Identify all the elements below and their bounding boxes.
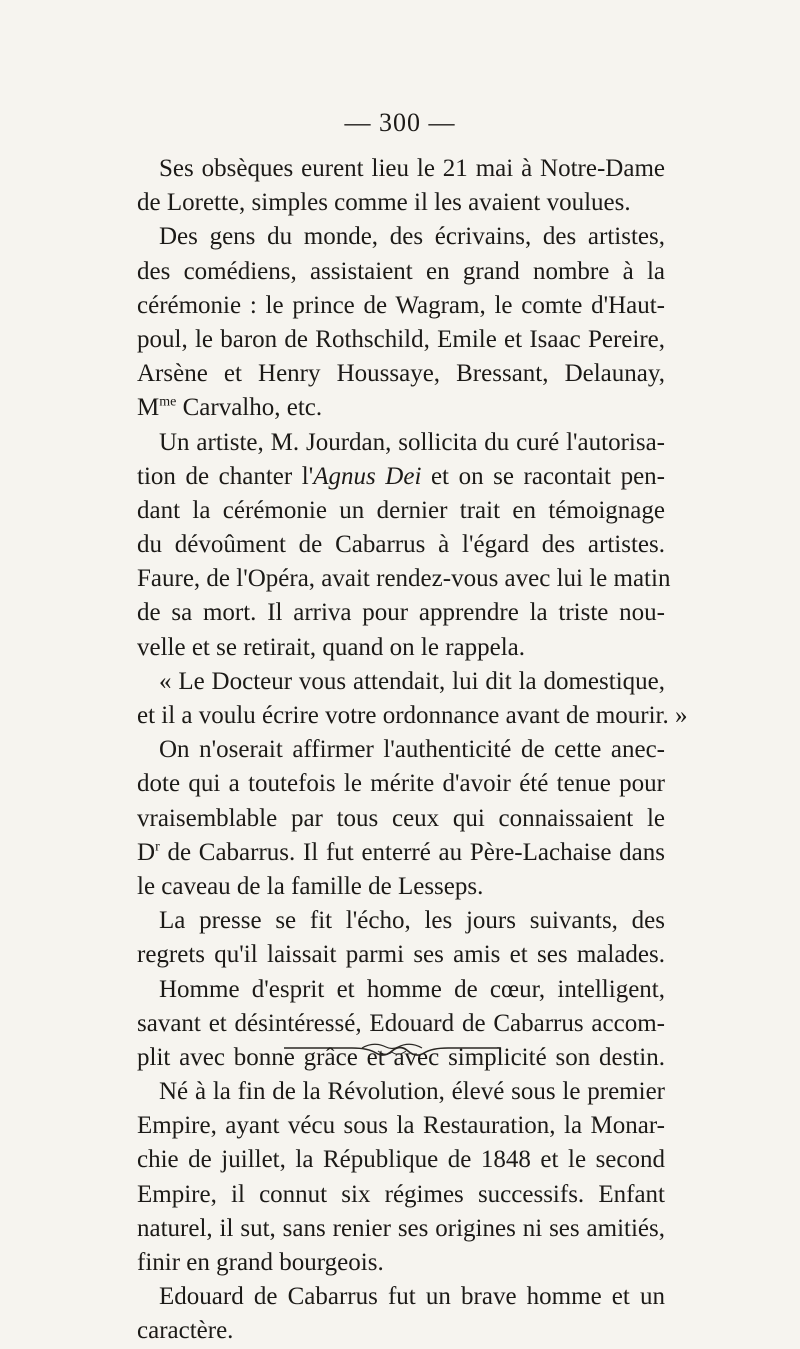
text-line [137,391,665,425]
superscript: me [159,394,177,410]
text-line-part: Carvalho, etc. [176,394,323,422]
text-line: Né à la fin de la Révolution, élevé sous le premier [159,1078,665,1106]
text-line: cérémonie : le prince de Wagram, le comte d'Haut- [137,291,665,319]
text-line: du dévoûment de Cabarrus à l'égard des artistes. [137,531,665,559]
text-line: Arsène et Henry Houssaye, Bressant, Delaunay, [137,360,665,388]
italic-title: Agnus Dei [313,462,422,490]
page-number: — 300 — [344,108,456,137]
text-line: chie de juillet, la République de 1848 et le second [137,1146,665,1174]
text-line: regrets qu'il laissait parmi ses amis et ses malades. [137,941,665,969]
text-line: Empire, il connut six régimes successifs. Enfant [137,1180,665,1208]
text-line: « Le Docteur vous attendait, lui dit la domestique, [159,667,665,695]
text-line: plit avec bonne grâce et avec simplicité son destin. [137,1043,665,1071]
text-line: Homme d'esprit et homme de cœur, intelligent, [159,975,665,1003]
text-line: naturel, il sut, sans renier ses origines ni ses amitiés, [137,1214,665,1242]
text-line-part: de Cabarrus. Il fut enterré au Père-Lachaise dans [159,838,665,866]
text-line: et il a voulu écrire votre ordonnance avant de mourir. » [137,702,688,729]
text-line: On n'oserait affirmer l'authenticité de cette anec- [159,736,665,764]
text-line: caractère. [137,1317,234,1345]
text-line: des comédiens, assistaient en grand nombre à la [137,257,665,285]
text-line: dote qui a toutefois le mérite d'avoir été tenue pour [137,770,665,798]
text-line: finir en grand bourgeois. [137,1249,384,1276]
text-line: La presse se fit l'écho, les jours suivants, des [159,907,665,935]
text-line: Empire, ayant vécu sous la Restauration, la Monar- [137,1112,665,1140]
text-line: savant et désintéressé, Edouard de Cabarrus accom- [137,1009,665,1037]
text-line: Ses obsèques eurent lieu le 21 mai à Notre-Dame [159,155,665,182]
text-line: de sa mort. Il arriva pour apprendre la triste nou- [137,599,665,627]
text-line: le caveau de la famille de Lesseps. [137,872,484,900]
fleuron-ornament [282,1037,502,1061]
body-text [137,152,688,1349]
text-line: Faure, de l'Opéra, avait rendez-vous avec lui le matin [137,565,671,593]
text-line: Edouard de Cabarrus fut un brave homme et un [159,1283,665,1311]
text-line [137,460,665,494]
text-line: vraisemblable par tous ceux qui connaissaient le [137,804,665,832]
text-line: dant la cérémonie un dernier trait en témoignage [137,496,665,524]
text-line: de Lorette, simples comme il les avaient voulues. [137,189,631,217]
text-line-part: tion de chanter l' [137,462,314,490]
text-line [137,836,665,870]
text-line: Des gens du monde, des écrivains, des artistes, [159,223,665,251]
text-line-part: D [137,838,156,866]
text-line: poul, le baron de Rothschild, Emile et Isaac Pereire, [137,325,665,353]
text-line-part: M [137,394,160,422]
superscript: r [155,839,160,855]
text-line: velle et se retirait, quand on le rappela. [137,633,526,661]
text-line-part: et on se racontait pen- [421,462,665,490]
text-line: Un artiste, M. Jourdan, sollicita du curé l'autorisa- [159,428,665,456]
